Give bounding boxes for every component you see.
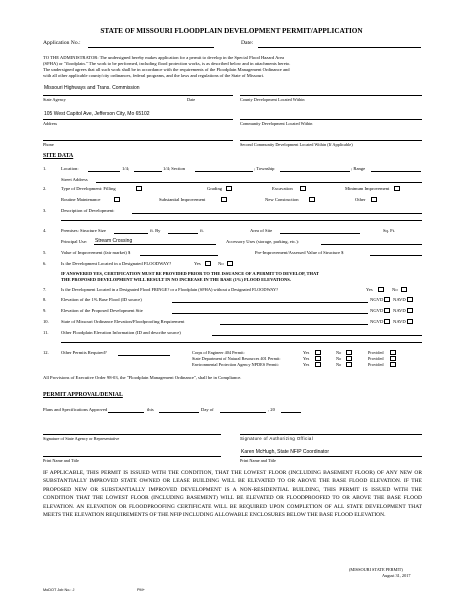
floodway-question: Is the Development Located in a Designated FLOODWAY?: [61, 261, 172, 266]
intro-line-4: with all other applicable county/city ordinances, federal programs, and the laws and regulations of the State of Missouri.: [43, 73, 265, 78]
item-10-navd-checkbox[interactable]: [407, 319, 413, 324]
pm-label: PM+: [137, 588, 145, 592]
epa-npdes-provided-label: Provided: [368, 362, 384, 367]
other-permits-field[interactable]: [118, 355, 170, 356]
item-9-number: 9.: [43, 308, 47, 313]
base-flood-elevation-field[interactable]: [172, 302, 368, 303]
item-10-ngvd-label: NGVD: [370, 319, 384, 324]
accessory-uses-field[interactable]: [321, 244, 422, 245]
location-label: Location:: [61, 166, 79, 171]
dnr-401-provided-label: Provided: [368, 356, 384, 361]
intro-line-3: The undersigned agrees that all such work shall be in accordance with the requirements of the Floodplain Management Ordinance and: [43, 67, 290, 72]
second-community-label: Second Community Development Located Within (If Applicable): [240, 142, 353, 147]
value-improvement-label: Value of Improvement (fair market) $: [61, 250, 131, 255]
item-5-number: 5.: [43, 250, 47, 255]
item-12-number: 12.: [43, 350, 49, 355]
day-of-label: Day of: [201, 407, 214, 412]
type-filling-label: Type of Development: Filling: [61, 186, 116, 191]
street-address-field[interactable]: [96, 182, 422, 183]
grading-label: Grading: [207, 186, 223, 191]
phone-label: Phone: [43, 142, 54, 147]
dnr-401-label: State Department of Natural Resources 401 Permit:: [192, 356, 281, 361]
fringe-yes-label: Yes: [366, 287, 373, 292]
county-dev-label: County Development Located Within: [240, 97, 305, 102]
other-elevation-info-field[interactable]: [212, 335, 422, 336]
principal-use-value[interactable]: Stream Crossing: [95, 238, 133, 244]
value-improvement-field[interactable]: [140, 255, 218, 256]
permit-condition-text: IF APPLICABLE, THIS PERMIT IS ISSUED WITH THE CONDITION, THAT THE LOWEST FLOOR (INCLUDING BASEMENT FLOOR) OF ANY NEW OR SUBSTANTIALLY IMPROVED STATE OWNED OR LEASE BUILDING WILL BE ELEVATED TO OR ABOVE THE BASE FLOOD ELEVATION. IF THE PROPOSED NEW OR SUBSTANTIALLY IMPROVED DEVELOPMENT IS A NON-RESIDENTIAL BUILDING, THIS PERMIT IS ISSUED WITH THE CONDITION THAT THE LOWEST FLOOR (INCLUDING BASEMENT) WILL BE ELEVATED OR FLOODPROOFED TO OR ABOVE THE BASE FLOOD ELEVATION. AN ELEVATION OR FLOODPROOFING CERTIFICATE WILL BE REQUIRED UPON COMPLETION OF ALL STATE DEVELOPMENT THAT MEETS THE ELEVATION REQUIREMENTS OF THE NFIP INCLUDING ALLOWABLE ENCLOSURES BELOW THE BASE FLOOD ELEVATION.: [43, 470, 422, 519]
item-8-number: 8.: [43, 297, 47, 302]
min-improvement-label: Minimum Improvement: [345, 186, 390, 191]
form-date: August 31, 2017: [382, 573, 411, 578]
plans-approved-label: Plans and Specifications Approved: [43, 407, 108, 412]
job-number-label: MoDOT Job No.: J: [43, 588, 75, 592]
fringe-no-checkbox[interactable]: [401, 287, 407, 292]
year-label: , 20: [268, 407, 275, 412]
routine-maintenance-label: Routine Maintenance: [61, 197, 101, 202]
item-8-ngvd-checkbox[interactable]: [384, 297, 390, 302]
agency-signature-line[interactable]: [43, 434, 221, 435]
item-9-ngvd-label: NGVD: [370, 308, 384, 313]
item-1-number: 1.: [43, 166, 47, 171]
description-field-2[interactable]: [61, 220, 422, 221]
substantial-improvement-checkbox[interactable]: [221, 197, 227, 202]
location-q1-field[interactable]: [88, 171, 120, 172]
new-construction-checkbox[interactable]: [309, 197, 315, 202]
street-address-label: Street Address: [61, 177, 88, 182]
item-10-number: 10.: [43, 319, 49, 324]
day-field[interactable]: [159, 412, 199, 413]
site-data-heading: SITE DATA: [43, 153, 74, 159]
corps-404-provided-checkbox[interactable]: [390, 350, 396, 355]
county-dev-line: [240, 95, 422, 96]
filling-checkbox[interactable]: [136, 186, 142, 191]
description-field[interactable]: [132, 213, 422, 214]
other-permits-label: Other Permits Required?: [61, 350, 107, 355]
corps-404-yes-checkbox[interactable]: [315, 350, 321, 355]
official-print-name-line: [240, 456, 422, 457]
coordinator-name-value[interactable]: Karen McHugh, State NFIP Coordinator: [241, 449, 330, 455]
date-field[interactable]: [258, 47, 421, 48]
community-dev-line: [240, 119, 422, 120]
page-title: STATE OF MISSOURI FLOODPLAIN DEVELOPMENT PERMIT/APPLICATION: [100, 27, 363, 35]
official-print-name-label: Print Name and Title: [240, 458, 276, 463]
ft-by-label: ft. By: [150, 228, 161, 233]
pre-improvement-label: Pre-Improvement/Assessed Value of Structure $: [255, 250, 344, 255]
certification-warning-2: THE PROPOSED DEVELOPMENT WILL RESULT IN NO INCREASE IN THE BASE (1%) FLOOD ELEVATIONS.: [61, 277, 291, 282]
floodway-yes-checkbox[interactable]: [205, 261, 211, 266]
item-9-navd-checkbox[interactable]: [407, 308, 413, 313]
min-improvement-checkbox[interactable]: [394, 186, 400, 191]
intro-line-2: (SFHA) or "floodplain." The work to be performed, including flood protection works, is as described below and in attachments hereto.: [43, 61, 291, 66]
excavation-checkbox[interactable]: [300, 186, 306, 191]
state-agency-label: State Agency: [43, 97, 66, 102]
sqft-label: Sq. Ft.: [383, 228, 396, 233]
executive-order-statement: All Provisions of Executive Order 98-03, the "Floodplain Management Ordinance", shall be in Compliance.: [43, 375, 242, 380]
agency-signature-label: Signature of State Agency or Representative: [43, 436, 120, 441]
accessory-uses-label: Accessory Uses (storage, parking, etc.):: [226, 239, 300, 244]
proposed-site-elevation-field[interactable]: [172, 313, 368, 314]
item-6-number: 6.: [43, 261, 47, 266]
corps-404-yes-label: Yes: [303, 350, 310, 355]
fringe-question: Is the Development Located in a Designated Flood FRINGE? or a Floodplain (SFHA) without a Designated FLOODWAY?: [61, 287, 279, 292]
certification-warning-1: IF ANSWERED YES, CERTIFICATION MUST BE PROVIDED PRIOR TO THE ISSUANCE OF A PERMIT TO DEVELOP, THAT: [61, 271, 319, 276]
state-agency-value[interactable]: Missouri Highways and Trans. Commission: [44, 85, 140, 91]
dnr-401-yes-checkbox[interactable]: [315, 356, 321, 361]
official-signature-line[interactable]: [240, 434, 422, 435]
location-q1-suffix: 1/4;: [122, 166, 130, 171]
address-value[interactable]: 105 West Capitol Ave, Jefferson City, Mo 65102: [44, 111, 150, 117]
month-field[interactable]: [220, 412, 266, 413]
other-elevation-info-field-2[interactable]: [61, 342, 422, 343]
area-of-site-label: Area of Site: [250, 228, 273, 233]
item-7-number: 7.: [43, 287, 47, 292]
township-field[interactable]: [280, 171, 350, 172]
substantial-improvement-label: Substantial Improvement: [159, 197, 206, 202]
year-field[interactable]: [281, 412, 301, 413]
epa-npdes-yes-checkbox[interactable]: [315, 362, 321, 367]
intro-line-1: TO THE ADMINISTRATOR: The undersigned hereby makes application for a permit to develop in the Special Flood Hazard Area: [43, 55, 285, 60]
structure-size-field[interactable]: [114, 233, 148, 234]
premises-label: Premises: Structure Size: [61, 228, 106, 233]
item-4-number: 4.: [43, 228, 47, 233]
address-label: Address: [43, 121, 58, 126]
section-field[interactable]: [195, 171, 253, 172]
dnr-401-provided-checkbox[interactable]: [390, 356, 396, 361]
phone-line: [43, 140, 233, 141]
grading-checkbox[interactable]: [226, 186, 232, 191]
epa-npdes-label: Environmental Protection Agency NPDES Permit:: [192, 362, 279, 367]
dnr-401-no-label: No: [336, 356, 342, 361]
location-q2-field[interactable]: [134, 171, 162, 172]
other-checkbox[interactable]: [371, 197, 377, 202]
second-community-line: [240, 140, 422, 141]
proposed-site-elevation-label: Elevation of the Proposed Development Site: [61, 308, 143, 313]
fringe-no-label: No: [392, 287, 398, 292]
other-elevation-info-label: Other Floodplain Elevation Information (ID and describe source): [61, 330, 181, 335]
item-10-navd-label: NAVD: [393, 319, 406, 324]
official-signature-label: Signature of Authorizing Official: [240, 436, 314, 441]
fringe-yes-checkbox[interactable]: [378, 287, 384, 292]
epa-npdes-no-checkbox[interactable]: [346, 362, 352, 367]
epa-npdes-no-label: No: [336, 362, 342, 367]
ordinance-elevation-field[interactable]: [220, 324, 368, 325]
excavation-label: Excavation: [272, 186, 293, 191]
item-9-navd-label: NAVD: [393, 308, 406, 313]
range-field[interactable]: [371, 171, 421, 172]
application-no-field[interactable]: [88, 47, 214, 48]
area-of-site-field[interactable]: [280, 233, 360, 234]
state-agency-line: [43, 95, 233, 96]
location-section-label: 1/4; Section: [163, 166, 186, 171]
floodway-yes-label: Yes: [194, 261, 201, 266]
application-no-label: Application No.:: [43, 40, 81, 46]
township-label: ; Township: [254, 166, 275, 171]
approved-field[interactable]: [108, 412, 144, 413]
principal-use-label: Principal Use:: [61, 239, 88, 244]
range-label: ; Range: [351, 166, 366, 171]
ordinance-elevation-label: State of Missouri Ordinance Elevation/Floodproofing Requirement: [61, 319, 185, 324]
agency-date-label: Date: [187, 97, 196, 102]
floodway-no-label: No: [218, 261, 224, 266]
ft-label: ft.: [200, 228, 204, 233]
item-8-navd-checkbox[interactable]: [407, 297, 413, 302]
item-8-ngvd-label: NGVD: [370, 297, 384, 302]
corps-404-no-checkbox[interactable]: [346, 350, 352, 355]
community-dev-label: Community Development Located Within: [240, 121, 313, 126]
routine-maintenance-checkbox[interactable]: [114, 197, 120, 202]
this-label: this: [147, 407, 154, 412]
dnr-401-no-checkbox[interactable]: [346, 356, 352, 361]
epa-npdes-provided-checkbox[interactable]: [390, 362, 396, 367]
new-construction-label: New Construction: [265, 197, 299, 202]
structure-by-field[interactable]: [168, 233, 198, 234]
state-permit-note: (MISSOURI STATE PERMIT): [349, 567, 403, 572]
item-9-ngvd-checkbox[interactable]: [384, 308, 390, 313]
agency-print-name-label: Print Name and Title: [43, 458, 79, 463]
description-label: Description of Development:: [61, 208, 115, 213]
dnr-401-yes-label: Yes: [303, 356, 310, 361]
epa-npdes-yes-label: Yes: [303, 362, 310, 367]
corps-404-no-label: No: [336, 350, 342, 355]
floodway-no-checkbox[interactable]: [227, 261, 233, 266]
other-label: Other: [355, 197, 366, 202]
item-3-number: 3.: [43, 208, 47, 213]
base-flood-elevation-label: Elevation of the 1% Base Flood (ID source): [61, 297, 142, 302]
corps-404-label: Corps of Engineer 404 Permit:: [192, 350, 245, 355]
date-label: Date:: [241, 40, 254, 46]
address-line: [43, 119, 233, 120]
item-11-number: 11.: [43, 330, 49, 335]
corps-404-provided-label: Provided: [368, 350, 384, 355]
principal-use-line: [94, 244, 216, 245]
item-10-ngvd-checkbox[interactable]: [384, 319, 390, 324]
item-2-number: 2.: [43, 186, 47, 191]
item-8-navd-label: NAVD: [393, 297, 406, 302]
pre-improvement-field[interactable]: [370, 255, 422, 256]
approval-heading: PERMIT APPROVAL/DENIAL: [43, 392, 123, 398]
agency-print-name-line[interactable]: [43, 456, 221, 457]
